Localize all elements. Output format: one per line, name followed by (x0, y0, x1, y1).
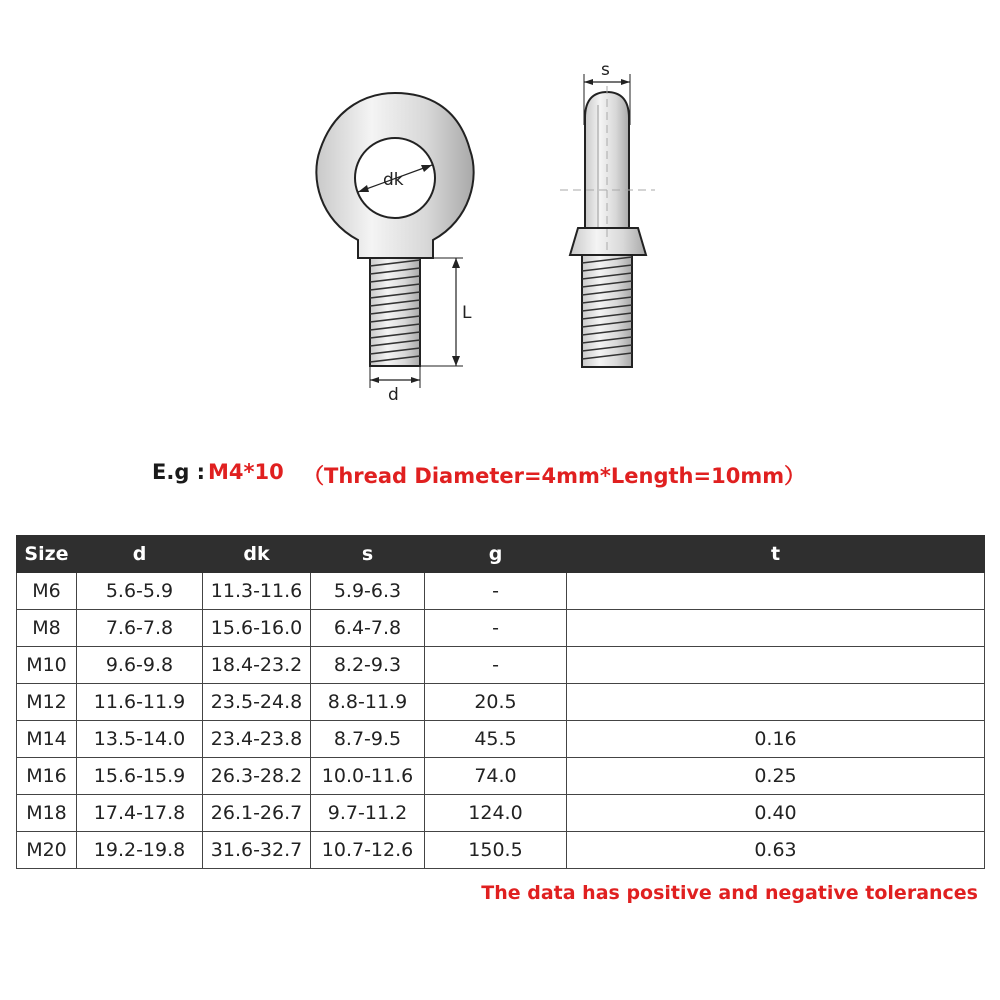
cell-s: 9.7-11.2 (311, 795, 425, 832)
table-row (17, 832, 985, 869)
d-label: d (388, 385, 399, 405)
cell-size: M8 (17, 610, 77, 647)
table-row (17, 647, 985, 684)
cell-d: 17.4-17.8 (77, 795, 203, 832)
header-size: Size (17, 536, 77, 573)
table-row (17, 573, 985, 610)
cell-dk: 11.3-11.6 (203, 573, 311, 610)
header-s: s (311, 536, 425, 573)
L-label: L (462, 303, 472, 323)
cell-t: 0.25 (567, 758, 985, 795)
cell-g: 124.0 (425, 795, 567, 832)
cell-t: 0.40 (567, 795, 985, 832)
cell-g: 45.5 (425, 721, 567, 758)
cell-d: 7.6-7.8 (77, 610, 203, 647)
cell-d: 11.6-11.9 (77, 684, 203, 721)
header-dk: dk (203, 536, 311, 573)
cell-g: 150.5 (425, 832, 567, 869)
cell-t (567, 647, 985, 684)
cell-g: 20.5 (425, 684, 567, 721)
cell-dk: 26.1-26.7 (203, 795, 311, 832)
cell-dk: 31.6-32.7 (203, 832, 311, 869)
cell-t: 0.16 (567, 721, 985, 758)
header-d: d (77, 536, 203, 573)
cell-size: M10 (17, 647, 77, 684)
cell-size: M20 (17, 832, 77, 869)
cell-size: M16 (17, 758, 77, 795)
cell-g: - (425, 610, 567, 647)
cell-dk: 15.6-16.0 (203, 610, 311, 647)
table-row (17, 795, 985, 832)
eye-bolt-drawing (0, 0, 1000, 420)
cell-t (567, 610, 985, 647)
table-header-row (17, 536, 985, 573)
s-label: s (601, 60, 610, 80)
side-view (560, 60, 655, 367)
cell-dk: 23.4-23.8 (203, 721, 311, 758)
header-g: g (425, 536, 567, 573)
table-row (17, 758, 985, 795)
cell-s: 8.2-9.3 (311, 647, 425, 684)
cell-d: 9.6-9.8 (77, 647, 203, 684)
table-row (17, 610, 985, 647)
cell-s: 10.0-11.6 (311, 758, 425, 795)
example-code: M4*10 (208, 460, 284, 484)
cell-size: M12 (17, 684, 77, 721)
header-t: t (567, 536, 985, 573)
cell-d: 15.6-15.9 (77, 758, 203, 795)
cell-dk: 18.4-23.2 (203, 647, 311, 684)
dk-label: dk (383, 170, 404, 190)
cell-d: 5.6-5.9 (77, 573, 203, 610)
cell-s: 5.9-6.3 (311, 573, 425, 610)
cell-g: - (425, 573, 567, 610)
tolerance-note: The data has positive and negative tolerances (481, 882, 978, 904)
cell-dk: 26.3-28.2 (203, 758, 311, 795)
cell-g: 74.0 (425, 758, 567, 795)
cell-s: 8.8-11.9 (311, 684, 425, 721)
cell-s: 10.7-12.6 (311, 832, 425, 869)
cell-size: M6 (17, 573, 77, 610)
table-row (17, 721, 985, 758)
cell-d: 19.2-19.8 (77, 832, 203, 869)
cell-size: M18 (17, 795, 77, 832)
cell-s: 8.7-9.5 (311, 721, 425, 758)
cell-t (567, 573, 985, 610)
cell-size: M14 (17, 721, 77, 758)
example-description: （Thread Diameter=4mm*Length=10mm） (303, 464, 806, 488)
cell-t (567, 684, 985, 721)
front-view (316, 93, 473, 405)
cell-t: 0.63 (567, 832, 985, 869)
cell-d: 13.5-14.0 (77, 721, 203, 758)
example-prefix: E.g : (152, 460, 206, 484)
spec-table (16, 535, 985, 869)
table-row (17, 684, 985, 721)
cell-g: - (425, 647, 567, 684)
cell-s: 6.4-7.8 (311, 610, 425, 647)
cell-dk: 23.5-24.8 (203, 684, 311, 721)
